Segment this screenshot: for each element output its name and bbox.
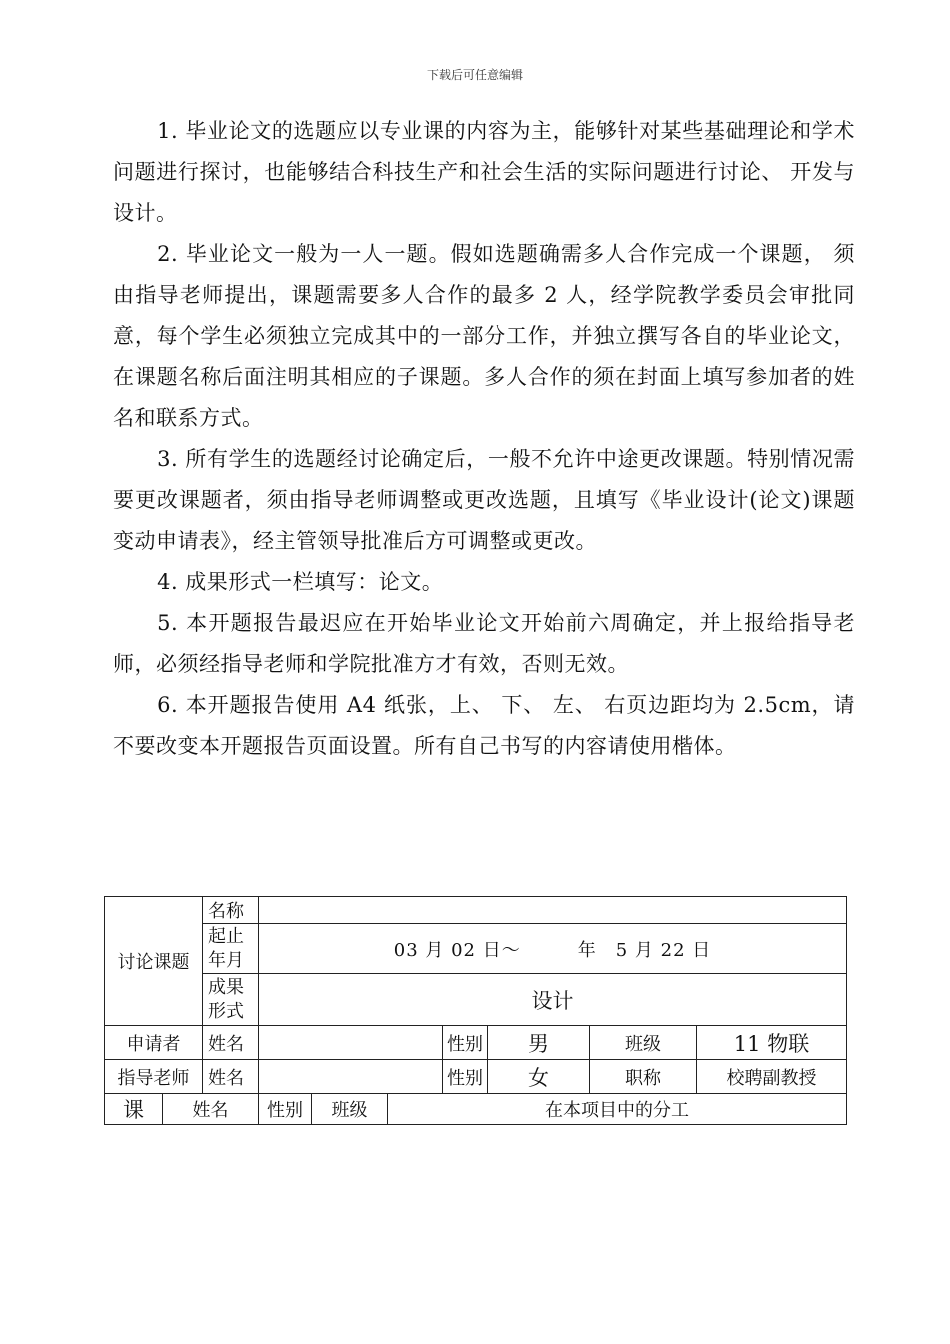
applicant-name-label: 姓名 [203, 1026, 259, 1060]
topic-label: 讨论课题 [105, 897, 203, 1026]
period-label-line2: 年月 [208, 949, 244, 971]
result-label-line2: 形式 [208, 1000, 244, 1022]
period-label [203, 924, 259, 974]
instruction-paragraph: 2. 毕业论文一般为一人一题。假如选题确需多人合作完成一个课题， 须由指导老师提出，课题需要多人合作的最多 2 人，经学院教学委员会审批同意，每个学生必须独立完成其中的一部分工作，并独立撰写各自的毕业论文，在课题名称后面注明其相应的子课题。多人合作的须在封面上填写参加者的姓名和联系方式。 [113, 242, 855, 430]
applicant-class: 11 物联 [697, 1026, 847, 1060]
topic-info-table [104, 896, 847, 1125]
advisor-title-label: 职称 [590, 1060, 697, 1094]
advisor-label: 指导老师 [105, 1060, 203, 1094]
topic-name-label: 名称 [203, 897, 259, 924]
applicant-gender-label: 性别 [443, 1026, 488, 1060]
result-form-label [203, 974, 259, 1026]
advisor-name-label: 姓名 [203, 1060, 259, 1094]
instruction-paragraph: 4. 成果形式一栏填写：论文。 [157, 570, 444, 594]
group-name-header: 姓名 [163, 1094, 259, 1125]
advisor-gender-label: 性别 [443, 1060, 488, 1094]
result-form-value: 设计 [259, 974, 847, 1026]
applicant-label: 申请者 [105, 1026, 203, 1060]
period-label-line1: 起止 [208, 925, 244, 947]
group-class-header: 班级 [312, 1094, 388, 1125]
advisor-title: 校聘副教授 [697, 1060, 847, 1094]
period-value: 03 月 02 日～ 年 5 月 22 日 [259, 924, 847, 974]
topic-name-value [259, 897, 847, 924]
applicant-name [259, 1026, 443, 1060]
instruction-paragraph: 5. 本开题报告最迟应在开始毕业论文开始前六周确定，并上报给指导老师，必须经指导老师和学院批准方才有效，否则无效。 [113, 611, 855, 676]
instruction-paragraph: 1. 毕业论文的选题应以专业课的内容为主，能够针对某些基础理论和学术问题进行探讨，也能够结合科技生产和社会生活的实际问题进行讨论、 开发与设计。 [113, 119, 855, 225]
applicant-class-label: 班级 [590, 1026, 697, 1060]
instruction-paragraph: 6. 本开题报告使用 A4 纸张，上、 下、 左、 右页边距均为 2.5cm，请不要改变本开题报告页面设置。所有自己书写的内容请使用楷体。 [113, 693, 855, 758]
group-gender-header: 性别 [259, 1094, 312, 1125]
result-label-line1: 成果 [208, 976, 244, 998]
instruction-paragraph: 3. 所有学生的选题经讨论确定后，一般不允许中途更改课题。特别情况需要更改课题者，须由指导老师调整或更改选题，且填写《毕业设计(论文)课题变动申请表》，经主管领导批准后方可调整或更改。 [113, 447, 855, 553]
instructions-body [113, 111, 855, 767]
page-header: 下载后可任意编辑 [426, 68, 523, 82]
group-role-header: 在本项目中的分工 [388, 1094, 847, 1125]
applicant-gender: 男 [488, 1026, 590, 1060]
advisor-name [259, 1060, 443, 1094]
group-label: 课 [105, 1094, 163, 1125]
advisor-gender: 女 [488, 1060, 590, 1094]
